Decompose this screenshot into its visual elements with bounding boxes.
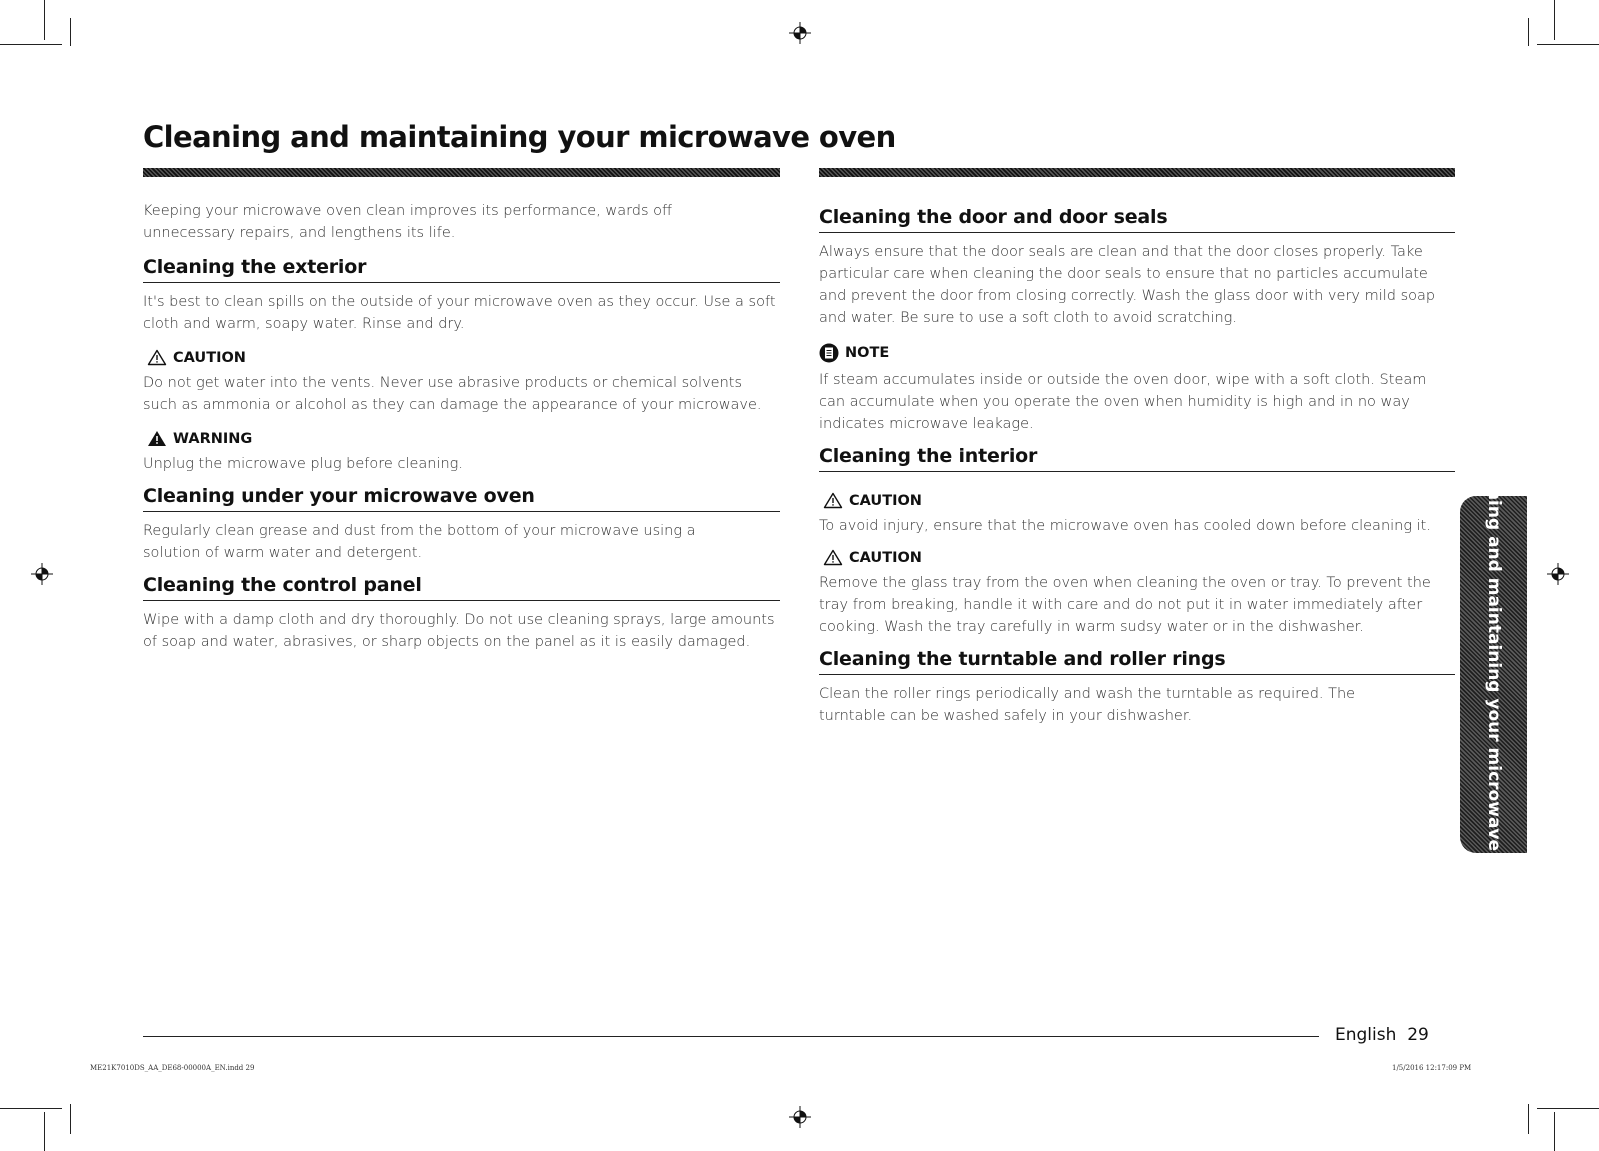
footer-rule (143, 1036, 1319, 1037)
intro-text: Keeping your microwave oven clean improves its performance, wards off unnecessary repairs, and lengthens its life. (143, 203, 673, 241)
interior-caution-label-2 (823, 549, 1455, 566)
registration-mark-icon (31, 563, 53, 585)
interior-caution-label-1-text: CAUTION (849, 492, 922, 509)
registration-mark-icon (789, 1106, 811, 1128)
section-heading-control-panel: Cleaning the control panel (143, 574, 780, 601)
section-heading-exterior: Cleaning the exterior (143, 256, 780, 283)
control-panel-body: Wipe with a damp cloth and dry thoroughly. Do not use cleaning sprays, large amounts of soap and water, abrasives, or sharp objects on the panel as it is easily damaged. (143, 612, 775, 650)
warning-label-text: WARNING (173, 430, 253, 447)
caution-label-text: CAUTION (173, 349, 246, 366)
caution-label (147, 349, 780, 366)
interior-caution-label-1 (823, 492, 1455, 509)
interior-caution-label-2-text: CAUTION (849, 549, 922, 566)
footer-language: English (1335, 1025, 1397, 1045)
title-rule-left (143, 168, 780, 177)
chapter-side-tab-label: Cleaning and maintaining your microwave oven (1483, 446, 1504, 903)
caution-body: Do not get water into the vents. Never use abrasive products or chemical solvents such as ammonia or alcohol as they can damage the appearance of your microwave. (143, 375, 762, 413)
door-seals-body: Always ensure that the door seals are clean and that the door closes properly. Take particular care when cleaning the door seals to ensure that no particles accumulate and prevent the door from closing correctly. Wash the glass door with very mild soap and water. Be sure to use a soft cloth to avoid scratching. (819, 244, 1436, 326)
note-icon (819, 343, 839, 363)
chapter-side-tab (1460, 446, 1527, 903)
turntable-body: Clean the roller rings periodically and wash the turntable as required. The turntable can be washed safely in your dishwasher. (819, 686, 1356, 724)
warning-body: Unplug the microwave plug before cleaning. (143, 456, 463, 472)
registration-mark-icon (789, 22, 811, 44)
interior-caution-body-1: To avoid injury, ensure that the microwave oven has cooled down before cleaning it. (819, 518, 1431, 534)
page-number: 29 (1407, 1025, 1429, 1045)
under-body: Regularly clean grease and dust from the bottom of your microwave using a solution of warm water and detergent. (143, 523, 696, 561)
section-heading-door-seals: Cleaning the door and door seals (819, 206, 1455, 233)
page-title: Cleaning and maintaining your microwave oven (143, 120, 896, 154)
caution-triangle-icon (823, 549, 843, 566)
section-heading-under: Cleaning under your microwave oven (143, 485, 780, 512)
right-column (819, 206, 1455, 727)
print-timestamp: 1/5/2016 12:17:09 PM (1392, 1064, 1472, 1072)
caution-triangle-icon (147, 349, 167, 366)
interior-caution-body-2: Remove the glass tray from the oven when cleaning the oven or tray. To prevent the tray from breaking, handle it with care and do not put it in water immediately after cooking. Wash the tray carefully in warm sudsy water or in the dishwasher. (819, 575, 1431, 635)
file-slug: ME21K7010DS_AA_DE68-00000A_EN.indd 29 (90, 1064, 255, 1072)
warning-triangle-icon (147, 430, 167, 447)
note-body: If steam accumulates inside or outside the oven door, wipe with a soft cloth. Steam can accumulate when you operate the oven when humidity is high and in no way indicates microwave leakage. (819, 372, 1427, 432)
title-rule-right (819, 168, 1455, 177)
footer-page-label (1335, 1025, 1429, 1045)
section-heading-turntable: Cleaning the turntable and roller rings (819, 648, 1455, 675)
warning-label (147, 430, 780, 447)
exterior-body: It's best to clean spills on the outside of your microwave oven as they occur. Use a soft cloth and warm, soapy water. Rinse and dry. (143, 294, 776, 332)
note-label (819, 343, 1455, 363)
note-label-text: NOTE (845, 345, 890, 361)
left-column (143, 200, 780, 653)
caution-triangle-icon (823, 492, 843, 509)
registration-mark-icon (1547, 563, 1569, 585)
section-heading-interior: Cleaning the interior (819, 445, 1455, 472)
